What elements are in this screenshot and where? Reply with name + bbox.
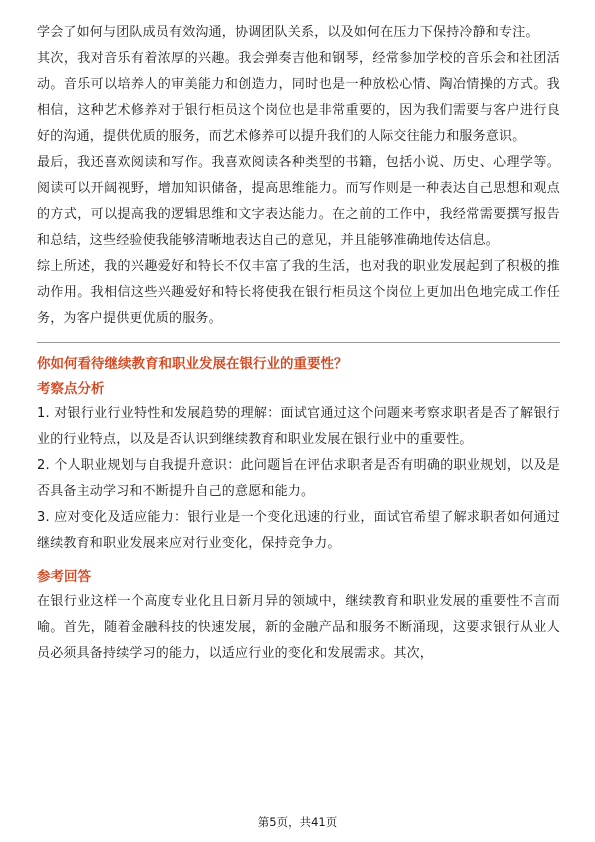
body-paragraph: 最后，我还喜欢阅读和写作。我喜欢阅读各种类型的书籍，包括小说、历史、心理学等。阅读可以开阔视野，增加知识储备，提高思维能力。而写作则是一种表达自己思想和观点的方式，可以提高我的逻辑思维和文字表达能力。在之前的工作中，我经常需要撰写报告和总结，这些经验使我能够清晰地表达自己的意见，并且能够准确地传达信息。: [37, 155, 560, 248]
analysis-title: 考察点分析: [37, 381, 105, 397]
body-paragraph: 综上所述，我的兴趣爱好和特长不仅丰富了我的生活，也对我的职业发展起到了积极的推动作用。我相信这些兴趣爱好和特长将使我在银行柜员这个岗位上更加出色地完成工作任务，为客户提供更优质的服务。: [37, 259, 560, 326]
answer-title: 参考回答: [37, 569, 91, 585]
answer-paragraph: 在银行业这样一个高度专业化且日新月异的领域中，继续教育和职业发展的重要性不言而喻。首先，随着金融科技的快速发展，新的金融产品和服务不断涌现，这要求银行从业人员必须具备持续学习的能力，以适应行业的变化和发展需求。其次，: [37, 594, 560, 661]
analysis-item: 2. 个人职业规划与自我提升意识：此问题旨在评估求职者是否有明确的职业规划，以及是否具备主动学习和不断提升自己的意愿和能力。: [37, 458, 560, 499]
section-divider: [37, 342, 560, 343]
document-page: [37, 20, 560, 667]
body-paragraph: 学会了如何与团队成员有效沟通，协调团队关系，以及如何在压力下保持冷静和专注。: [37, 25, 539, 40]
analysis-item: 1. 对银行业行业特性和发展趋势的理解：面试官通过这个问题来考察求职者是否了解银行业的行业特点，以及是否认识到继续教育和职业发展在银行业中的重要性。: [37, 406, 560, 447]
analysis-item: 3. 应对变化及适应能力：银行业是一个变化迅速的行业，面试官希望了解求职者如何通过继续教育和职业发展来应对行业变化，保持竞争力。: [37, 510, 560, 551]
body-paragraph: 其次，我对音乐有着浓厚的兴趣。我会弹奏吉他和钢琴，经常参加学校的音乐会和社团活动。音乐可以培养人的审美能力和创造力，同时也是一种放松心情、陶冶情操的方式。我相信，这种艺术修养对于银行柜员这个岗位也是非常重要的，因为我们需要与客户进行良好的沟通，提供优质的服务，而艺术修养可以提升我们的人际交往能力和服务意识。: [37, 51, 560, 144]
page-footer: 第5页，共41页: [257, 815, 338, 829]
question-heading: 你如何看待继续教育和职业发展在银行业的重要性？: [37, 356, 348, 372]
